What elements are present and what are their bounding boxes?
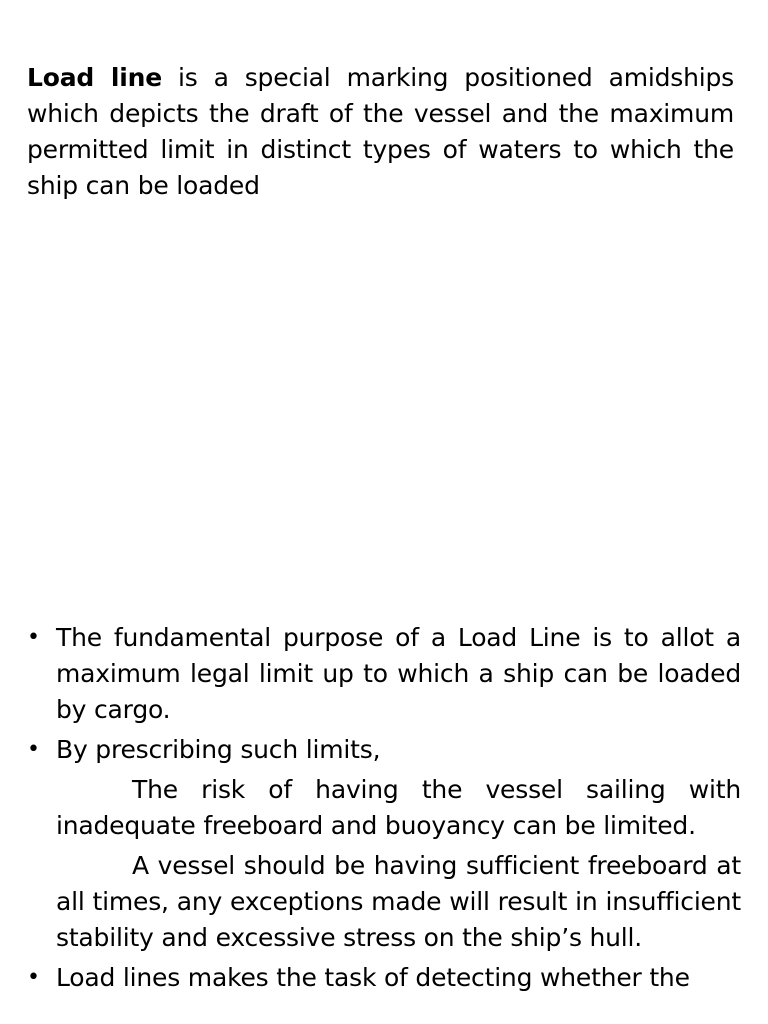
- definition-term: Load line: [27, 63, 162, 92]
- bullet-dot-icon: •: [27, 625, 40, 650]
- bullet-item-purpose: [27, 620, 741, 728]
- bullet-text: By prescribing such limits,: [56, 735, 381, 764]
- bullet-item-limits: [27, 732, 741, 768]
- bullet-text: Load lines makes the task of detecting whether the: [56, 963, 690, 992]
- bullet-item-detecting: [27, 960, 741, 996]
- sub-point-risk: The risk of having the vessel sailing with inadequate freeboard and buoyancy can be limited.: [56, 775, 741, 840]
- load-line-definition: [27, 60, 734, 204]
- bullet-list: [27, 620, 741, 1000]
- definition-text: is a special marking positioned amidships which depicts the draft of the vessel and the maximum permitted limit in distinct types of waters to which the ship can be loaded: [27, 63, 734, 200]
- bullet-dot-icon: •: [27, 965, 40, 990]
- sub-point-freeboard: A vessel should be having sufficient freeboard at all times, any exceptions made will result in insufficient stability and excessive stress on the ship’s hull.: [56, 851, 741, 952]
- bullet-dot-icon: •: [27, 737, 40, 762]
- bullet-text: The fundamental purpose of a Load Line is to allot a maximum legal limit up to which a ship can be loaded by cargo.: [56, 623, 741, 724]
